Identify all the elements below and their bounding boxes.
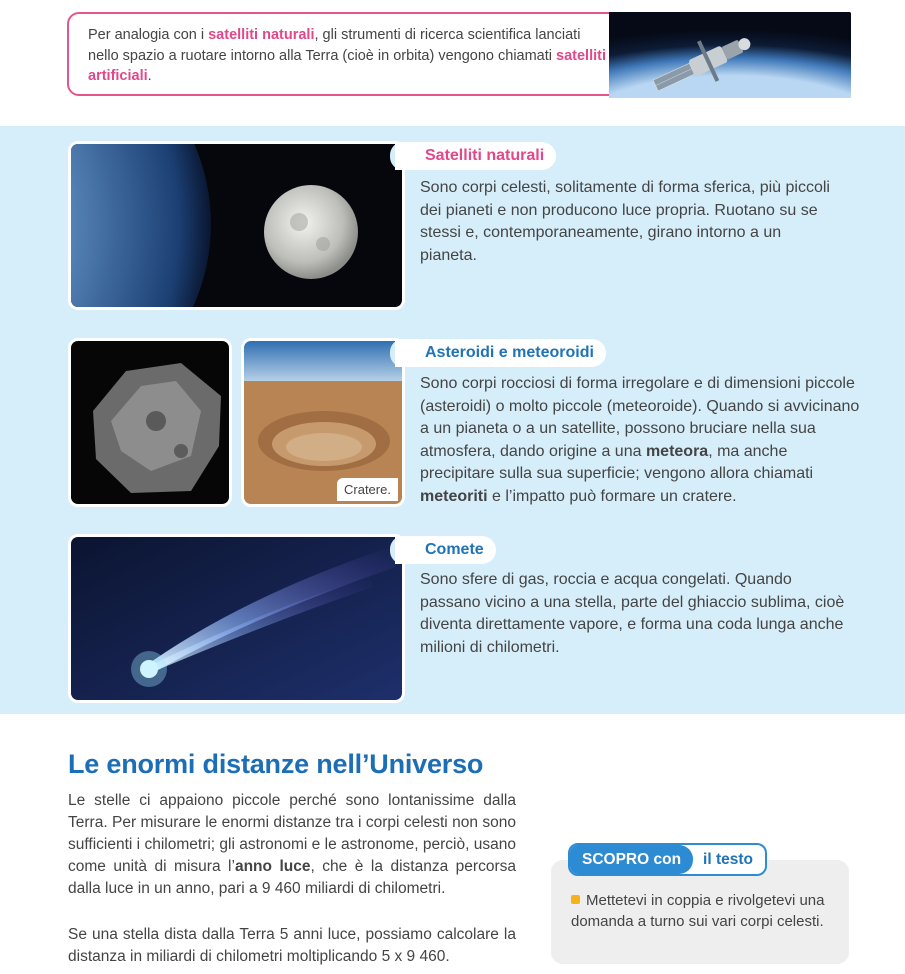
term-satelliti-artificiali: satelliti artificiali bbox=[88, 47, 606, 84]
scopro-label-right: il testo bbox=[703, 851, 753, 868]
comet-photo bbox=[68, 534, 405, 703]
bullet-icon bbox=[571, 895, 580, 904]
term-satelliti-naturali: satelliti naturali bbox=[208, 27, 315, 43]
section-body-comete: Sono sfere di gas, roccia e acqua congelati. Quando passano vicino a una stella, parte del ghiaccio sublima, cioè diventa direttamente vapore, e forma una coda lunga anche milioni di chilometri. bbox=[420, 571, 845, 656]
section-body-asteroidi: Sono corpi rocciosi di forma irregolare e di dimensioni piccole (asteroidi) o molto piccole (meteoroide). Quando si avvicinano a un pianeta o a un satellite, possono bruciare nella sua atmosfera, dando origine a una meteora, ma anche precipitare sulla sua superficie; vengono allora chiamati meteoriti e l’impatto può formare un cratere. bbox=[420, 375, 860, 505]
term-meteoriti: meteoriti bbox=[420, 487, 488, 505]
scopro-label-left: SCOPRO con bbox=[570, 845, 693, 874]
distances-paragraph-1: Le stelle ci appaiono piccole perché sono lontanissime dalla Terra. Per misurare le enormi distanze tra i corpi celesti non sono sufficienti i chilometri; gli astronomi e le astronome, perciò, usano come unità di misura l’anno luce, che è la distanza percorsa dalla luce in un anno, pari a 9 460 miliardi di chilometri. bbox=[68, 792, 516, 897]
distances-heading: Le enormi distanze nell’Universo bbox=[68, 749, 484, 779]
scopro-label bbox=[568, 843, 767, 876]
term-anno-luce: anno luce bbox=[234, 858, 311, 875]
term-meteora: meteora bbox=[645, 442, 709, 460]
crater-caption: Cratere. bbox=[337, 478, 398, 501]
section-title-comete: Comete bbox=[395, 536, 496, 564]
section-body-satelliti: Sono corpi celesti, solitamente di forma sferica, più piccoli dei pianeti e non producono luce propria. Ruotano su se stessi e, contemporaneamente, girano intorno a un pianeta. bbox=[420, 179, 830, 264]
earth-moon-photo bbox=[68, 141, 405, 310]
distances-paragraph-2: Se una stella dista dalla Terra 5 anni luce, possiamo calcolare la distanza in miliardi di chilometri moltiplicando 5 x 9 460. bbox=[68, 926, 516, 965]
satellite-photo bbox=[609, 12, 851, 98]
section-title-asteroidi: Asteroidi e meteoroidi bbox=[395, 339, 606, 367]
callout-text: Per analogia con i satelliti naturali, gli strumenti di ricerca scientifica lanciati nello spazio a ruotare intorno alla Terra (cioè in orbita) vengono chiamati satelliti artificiali. bbox=[88, 27, 606, 84]
scopro-activity: Mettetevi in coppia e rivolgetevi una domanda a turno sui vari corpi celesti. bbox=[571, 892, 825, 930]
asteroid-photo bbox=[68, 338, 232, 507]
section-title-satelliti: Satelliti naturali bbox=[395, 142, 556, 170]
